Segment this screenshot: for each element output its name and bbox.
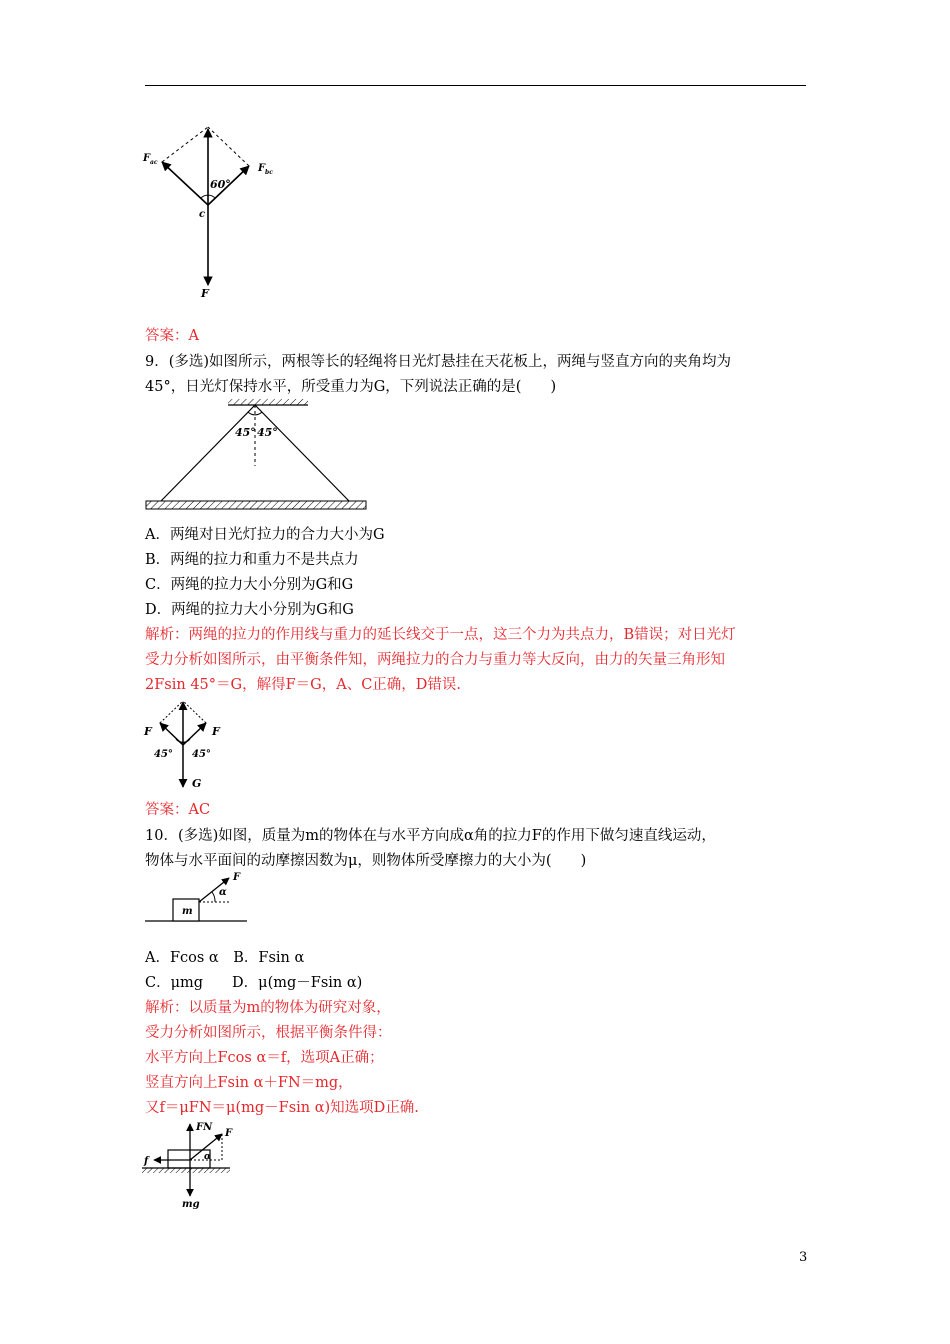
q9-analysis-2: 受力分析如图所示，由平衡条件知，两绳拉力的合力与重力等大反向，由力的矢量三角形知: [145, 652, 725, 668]
q9-option-a: A．两绳对日光灯拉力的合力大小为G: [145, 527, 385, 543]
mg-label: mg: [182, 1199, 200, 1210]
q10-stem-1: 10．(多选)如图，质量为m的物体在与水平方向成α角的拉力F的作用下做匀速直线运动，: [145, 828, 716, 844]
f-pull-label: F: [233, 872, 241, 883]
q9-answer: 答案：AC: [145, 802, 211, 818]
fbc-sub: bc: [265, 169, 273, 176]
lamp-diagram: [143, 396, 371, 511]
free-body-diagram: [140, 1118, 240, 1210]
q10-analysis-5: 又f＝μFN＝μ(mg－Fsin α)知选项D正确.: [145, 1100, 419, 1116]
header-rule: [145, 85, 806, 86]
q8-answer: 答案：A: [145, 328, 199, 344]
f-right-label: F: [212, 725, 220, 738]
g-label: G: [192, 777, 202, 790]
page-number: 3: [799, 1250, 808, 1265]
q9-stem-2: 45°，日光灯保持水平，所受重力为G，下列说法正确的是( ): [145, 379, 557, 395]
friction-label: f: [144, 1156, 149, 1167]
q10-analysis-4: 竖直方向上Fsin α＋FN＝mg，: [145, 1075, 353, 1091]
angle-45-left: 45°: [235, 426, 256, 439]
fn-label: FN: [196, 1122, 213, 1133]
f-label-2: F: [225, 1128, 233, 1139]
angle-60: 60°: [210, 178, 231, 191]
force-diagram-45: [140, 697, 230, 795]
m-label: m: [182, 906, 193, 917]
alpha-label-2: α: [204, 1152, 211, 1162]
force-diagram-60: [135, 115, 285, 305]
fbc-label: F: [258, 163, 266, 174]
angle-45-left-2: 45°: [154, 749, 173, 760]
q9-option-d: D．两绳的拉力大小分别为G和G: [145, 602, 354, 618]
f-left-label: F: [144, 725, 152, 738]
q9-option-c: C．两绳的拉力大小分别为G和G: [145, 577, 354, 593]
q10-analysis-2: 受力分析如图所示，根据平衡条件得：: [145, 1025, 392, 1041]
f-label: F: [201, 287, 209, 300]
fac-sub: ac: [150, 159, 158, 166]
q9-analysis-1: 解析：两绳的拉力的作用线与重力的延长线交于一点，这三个力为共点力，B错误；对日光灯: [145, 627, 736, 643]
q9-option-b: B．两绳的拉力和重力不是共点力: [145, 552, 359, 568]
block-diagram: [143, 868, 253, 928]
angle-45-right-2: 45°: [192, 749, 211, 760]
q9-stem-1: 9．(多选)如图所示，两根等长的轻绳将日光灯悬挂在天花板上，两绳与竖直方向的夹角均为: [145, 354, 732, 370]
q9-analysis-3: 2Fsin 45°＝G，解得F＝G，A、C正确，D错误.: [145, 677, 462, 693]
q10-stem-2: 物体与水平面间的动摩擦因数为μ，则物体所受摩擦力的大小为( ): [145, 853, 587, 869]
point-c: c: [199, 209, 206, 220]
alpha-label: α: [219, 887, 227, 898]
q10-analysis-1: 解析：以质量为m的物体为研究对象，: [145, 1000, 391, 1016]
fac-label: F: [143, 153, 151, 164]
q10-analysis-3: 水平方向上Fcos α＝f，选项A正确；: [145, 1050, 384, 1066]
angle-45-right: 45°: [257, 426, 278, 439]
q10-options-2: C．μmg D．μ(mg－Fsin α): [145, 975, 363, 991]
q10-options-1: A．Fcos α B．Fsin α: [145, 950, 305, 966]
